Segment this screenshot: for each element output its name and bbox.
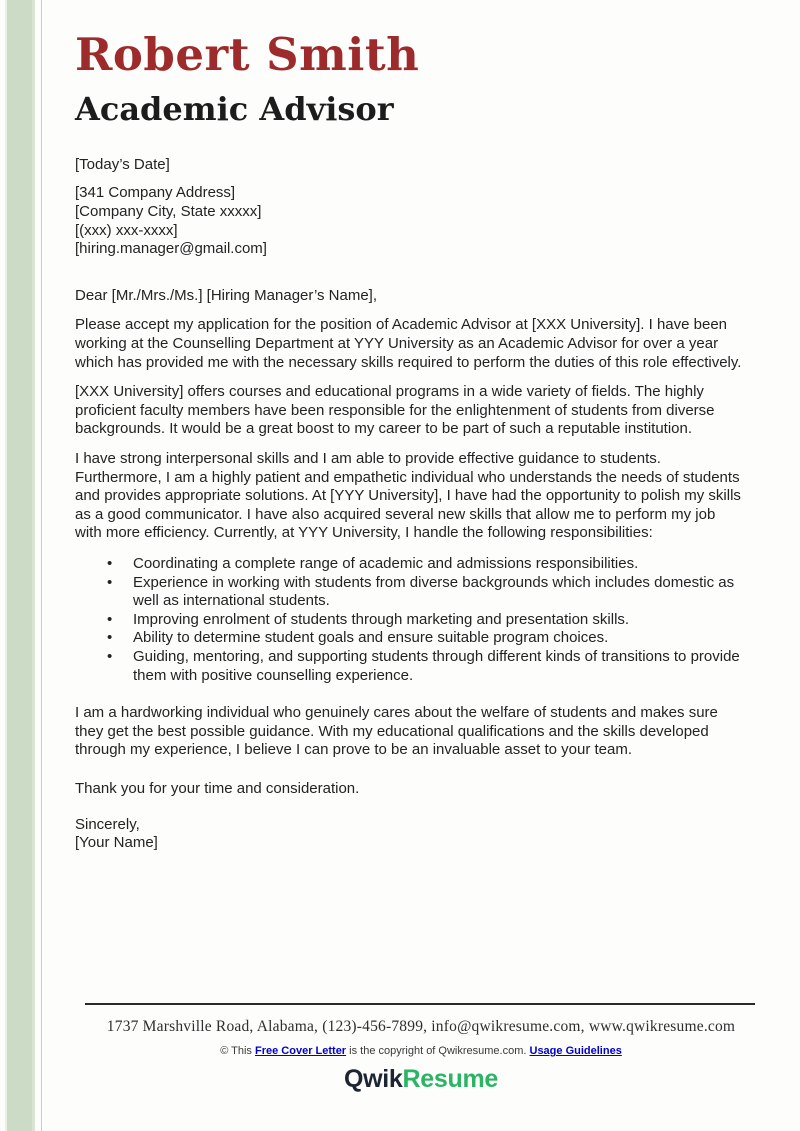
free-cover-letter-link[interactable]: Free Cover Letter	[255, 1045, 347, 1057]
thank-you-line: Thank you for your time and consideration.	[75, 779, 360, 797]
logo-text-qwik: Qwik	[343, 1065, 403, 1093]
responsibilities-list	[75, 555, 745, 685]
list-item: • Coordinating a complete range of academic and admissions responsibilities.	[133, 555, 745, 574]
footer	[42, 1003, 800, 1094]
paragraph-intro: Please accept my application for the position of Academic Advisor at [XXX University]. I have been working at the Counselling Department at YYY University as an Academic Advisor for over a year which has provided me with the necessary skills required to perform the duties of this role effectively.	[75, 316, 742, 371]
paragraph-closing: I am a hardworking individual who genuinely cares about the welfare of students and makes sure they get the best possible guidance. With my educational qualifications and the skills developed through my experience, I believe I can prove to be an invaluable asset to your team.	[75, 704, 718, 759]
paragraph-skills: I have strong interpersonal skills and I am able to provide effective guidance to students. Furthermore, I am a highly patient and empathetic individual who understands the needs of students and provides appropriate solutions. At [YYY University], I have had the opportunity to polish my skills as a good communicator. I have also acquired several new skills that allow me to perform my job with more efficiency. Currently, at YYY University, I handle the following responsibilities:	[75, 450, 741, 542]
footer-contact-line: 1737 Marshville Road, Alabama, (123)-456-7899, info@qwikresume.com, www.qwikresume.com	[106, 1018, 736, 1035]
list-item: • Guiding, mentoring, and supporting students through different kinds of transitions to provide them with positive counselling experience.	[133, 648, 745, 685]
recipient-address-block	[75, 184, 745, 258]
signoff-block	[75, 816, 745, 853]
footer-copyright-line	[42, 1045, 800, 1057]
signature-placeholder: [Your Name]	[75, 834, 158, 852]
letter-content	[75, 0, 745, 853]
copyright-text: is the copyright of Qwikresume.com.	[346, 1045, 530, 1057]
left-accent-bar	[5, 0, 35, 1131]
address-line: [Company City, State xxxxx]	[75, 203, 262, 221]
copyright-text: © This	[220, 1045, 255, 1057]
logo-text-resume: Resume	[402, 1065, 498, 1093]
usage-guidelines-link[interactable]: Usage Guidelines	[529, 1045, 622, 1057]
salutation: Dear [Mr./Mrs./Ms.] [Hiring Manager’s Name],	[75, 286, 378, 304]
left-accent-line	[41, 0, 42, 1131]
list-item: • Experience in working with students from diverse backgrounds which includes domestic as well as international students.	[133, 574, 745, 611]
candidate-name: Robert Smith	[75, 28, 420, 81]
address-line: [341 Company Address]	[75, 184, 236, 202]
footer-divider	[85, 1003, 755, 1005]
paragraph-university: [XXX University] offers courses and educational programs in a wide variety of fields. The highly proficient faculty members have been responsible for the enlightenment of students from diverse backgrounds. It would be a great boost to my career to be part of such a reputable institution.	[75, 383, 715, 438]
signoff-sincerely: Sincerely,	[75, 815, 140, 833]
qwikresume-logo	[42, 1065, 800, 1094]
list-item: • Ability to determine student goals and ensure suitable program choices.	[133, 629, 745, 648]
candidate-role: Academic Advisor	[75, 89, 394, 128]
address-line: [(xxx) xxx-xxxx]	[75, 221, 178, 239]
address-line: [hiring.manager@gmail.com]	[75, 240, 267, 258]
list-item: • Improving enrolment of students through marketing and presentation skills.	[133, 611, 745, 630]
date-placeholder: [Today’s Date]	[75, 155, 170, 173]
